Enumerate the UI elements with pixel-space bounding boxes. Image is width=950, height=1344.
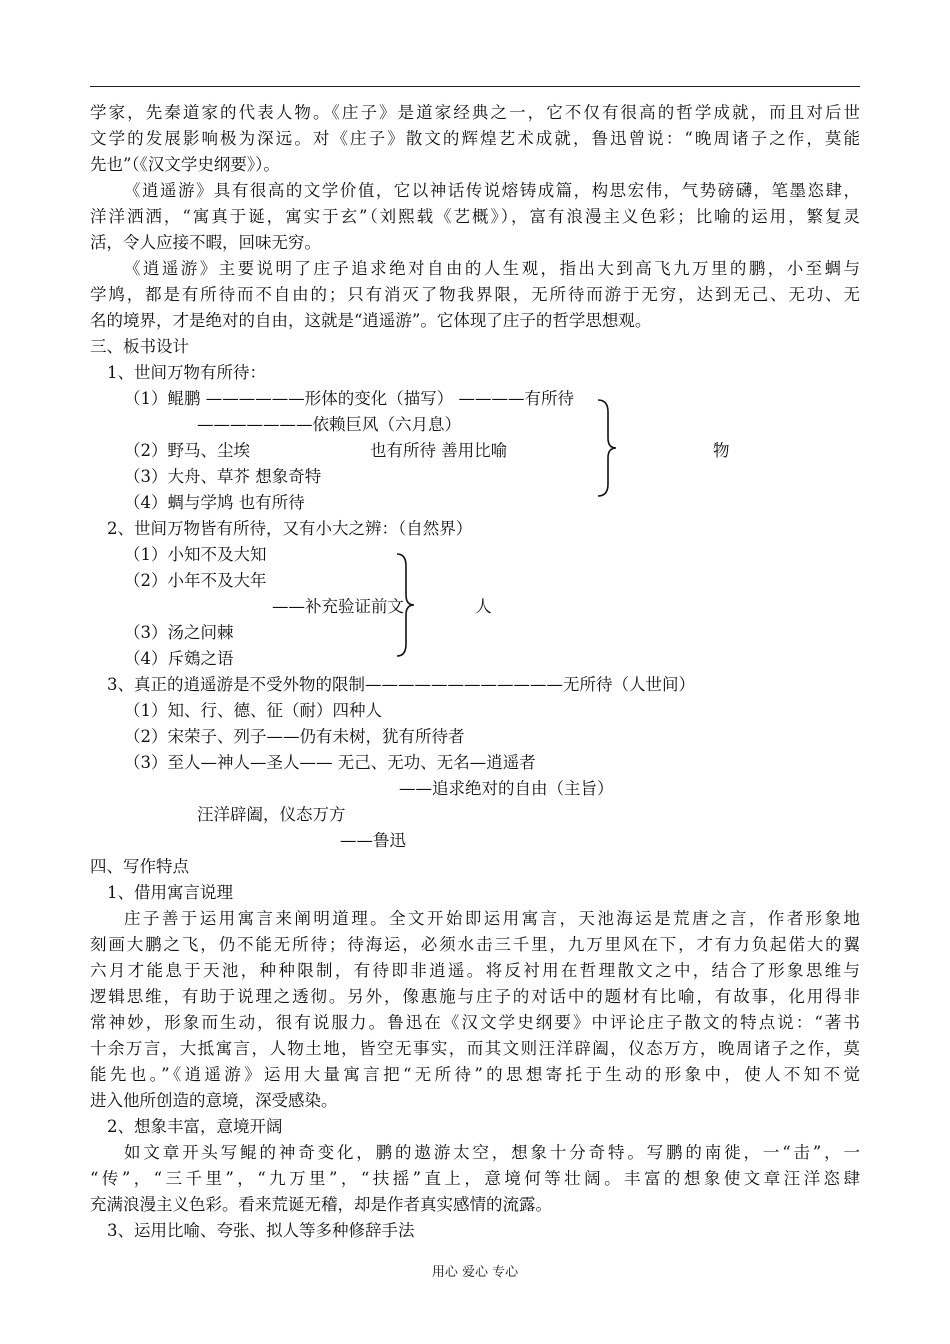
- outline-note: 也有所待 善用比喻: [370, 441, 508, 460]
- header-rule: [90, 86, 860, 87]
- text-line: 充满浪漫主义色彩。看来荒诞无稽，却是作者真实感情的流露。: [90, 1195, 552, 1214]
- outline-item: 2、世间万物皆有所待，又有小大之辨：（自然界）: [107, 519, 473, 538]
- text-line: 《逍遥游》主要说明了庄子追求绝对自由的人生观，指出大到高飞九万里的鹏，小至蜩与: [124, 259, 860, 278]
- outline-item: （3）汤之问棘: [124, 623, 234, 642]
- outline-item: ———————依赖巨风（六月息）: [197, 415, 461, 434]
- outline-item: （2）野马、尘埃: [124, 441, 250, 460]
- page-footer: 用心 爱心 专心: [431, 1265, 519, 1280]
- outline-item: （1）鲲鹏 ——————形体的变化（描写） ————有所待: [124, 389, 574, 408]
- quote-line: 汪洋辟阖，仪态万方: [197, 805, 346, 824]
- text-line: 常神妙，形象而生动，很有说服力。鲁迅在《汉文学史纲要》中评论庄子散文的特点说：“著书: [90, 1013, 860, 1032]
- outline-item: 3、真正的逍遥游是不受外物的限制————————————无所待（人世间）: [107, 675, 695, 694]
- text-line: 六月才能息于天池，种种限制，有待即非逍遥。将反衬用在哲理散文之中，结合了形象思维与: [90, 961, 860, 980]
- text-line: 进入他所创造的意境，深受感染。: [90, 1091, 338, 1110]
- text-line: 名的境界，才是绝对的自由，这就是“逍遥游”。它体现了庄子的哲学思想观。: [90, 311, 652, 330]
- text-line: 文学的发展影响极为深远。对《庄子》散文的辉煌艺术成就，鲁迅曾说：“晚周诸子之作，莫能: [90, 129, 860, 148]
- outline-item: （3）至人—神人—圣人—— 无己、无功、无名—逍遥者: [124, 753, 536, 772]
- text-line: 如文章开头写鲲的神奇变化，鹏的遨游太空，想象十分奇特。写鹏的南徙，一“击”，一: [124, 1143, 860, 1162]
- outline-item: （1）小知不及大知: [124, 545, 267, 564]
- text-line: 刻画大鹏之飞，仍不能无所待；待海运，必须水击三千里，九万里风在下，才有力负起偌大的翼: [90, 935, 860, 954]
- outline-note: ——追求绝对的自由（主旨）: [399, 779, 614, 798]
- section-heading: 四、写作特点: [90, 857, 189, 876]
- outline-note: ——补充验证前文: [272, 597, 404, 616]
- text-line: 洋洋洒洒，“寓真于诞，寓实于玄”（刘熙载《艺概》），富有浪漫主义色彩；比喻的运用，繁复灵: [90, 207, 860, 226]
- right-brace-icon: [596, 398, 618, 498]
- outline-note: 物: [713, 441, 730, 460]
- text-line: “传”，“三千里”，“九万里”，“扶摇”直上，意境何等壮阔。丰富的想象使文章汪洋恣肆: [90, 1169, 860, 1188]
- text-line: 学鸠，都是有所待而不自由的；只有消灭了物我界限，无所待而游于无穷，达到无己、无功、无: [90, 285, 860, 304]
- outline-item: （2）宋荣子、列子——仍有未树，犹有所待者: [124, 727, 465, 746]
- text-line: 逻辑思维，有助于说理之透彻。另外，像惠施与庄子的对话中的题材有比喻，有故事，化用得非: [90, 987, 860, 1006]
- text-line: 十余万言，大抵寓言，人物土地，皆空无事实，而其文则汪洋辟阖，仪态万方，晚周诸子之作，莫: [90, 1039, 860, 1058]
- outline-item: 1、世间万物有所待：: [107, 363, 266, 382]
- subsection-heading: 3、运用比喻、夸张、拟人等多种修辞手法: [107, 1221, 415, 1240]
- text-line: 能先也。”《逍遥游》运用大量寓言把“无所待”的思想寄托于生动的形象中，使人不知不觉: [90, 1065, 860, 1084]
- subsection-heading: 2、想象丰富，意境开阔: [107, 1117, 283, 1136]
- section-heading: 三、板书设计: [90, 337, 189, 356]
- outline-note: 人: [475, 597, 492, 616]
- text-line: 《逍遥游》具有很高的文学价值，它以神话传说熔铸成篇，构思宏伟，气势磅礴，笔墨恣肆，: [124, 181, 860, 200]
- outline-item: （4）蜩与学鸠 也有所待: [124, 493, 305, 512]
- subsection-heading: 1、借用寓言说理: [107, 883, 233, 902]
- outline-item: （2）小年不及大年: [124, 571, 267, 590]
- text-line: 学家，先秦道家的代表人物。《庄子》是道家经典之一，它不仅有很高的哲学成就，而且对后世: [90, 103, 860, 122]
- outline-item: （3）大舟、草芥 想象奇特: [124, 467, 322, 486]
- quote-attribution: ——鲁迅: [340, 831, 406, 850]
- right-brace-icon: [395, 552, 417, 658]
- text-line: 先也”（《汉文学史纲要》）。: [90, 155, 280, 174]
- outline-item: （4）斥鴳之语: [124, 649, 234, 668]
- text-line: 活，令人应接不暇，回味无穷。: [90, 233, 321, 252]
- text-line: 庄子善于运用寓言来阐明道理。全文开始即运用寓言，天池海运是荒唐之言，作者形象地: [124, 909, 860, 928]
- outline-item: （1）知、行、德、征（耐）四种人: [124, 701, 382, 720]
